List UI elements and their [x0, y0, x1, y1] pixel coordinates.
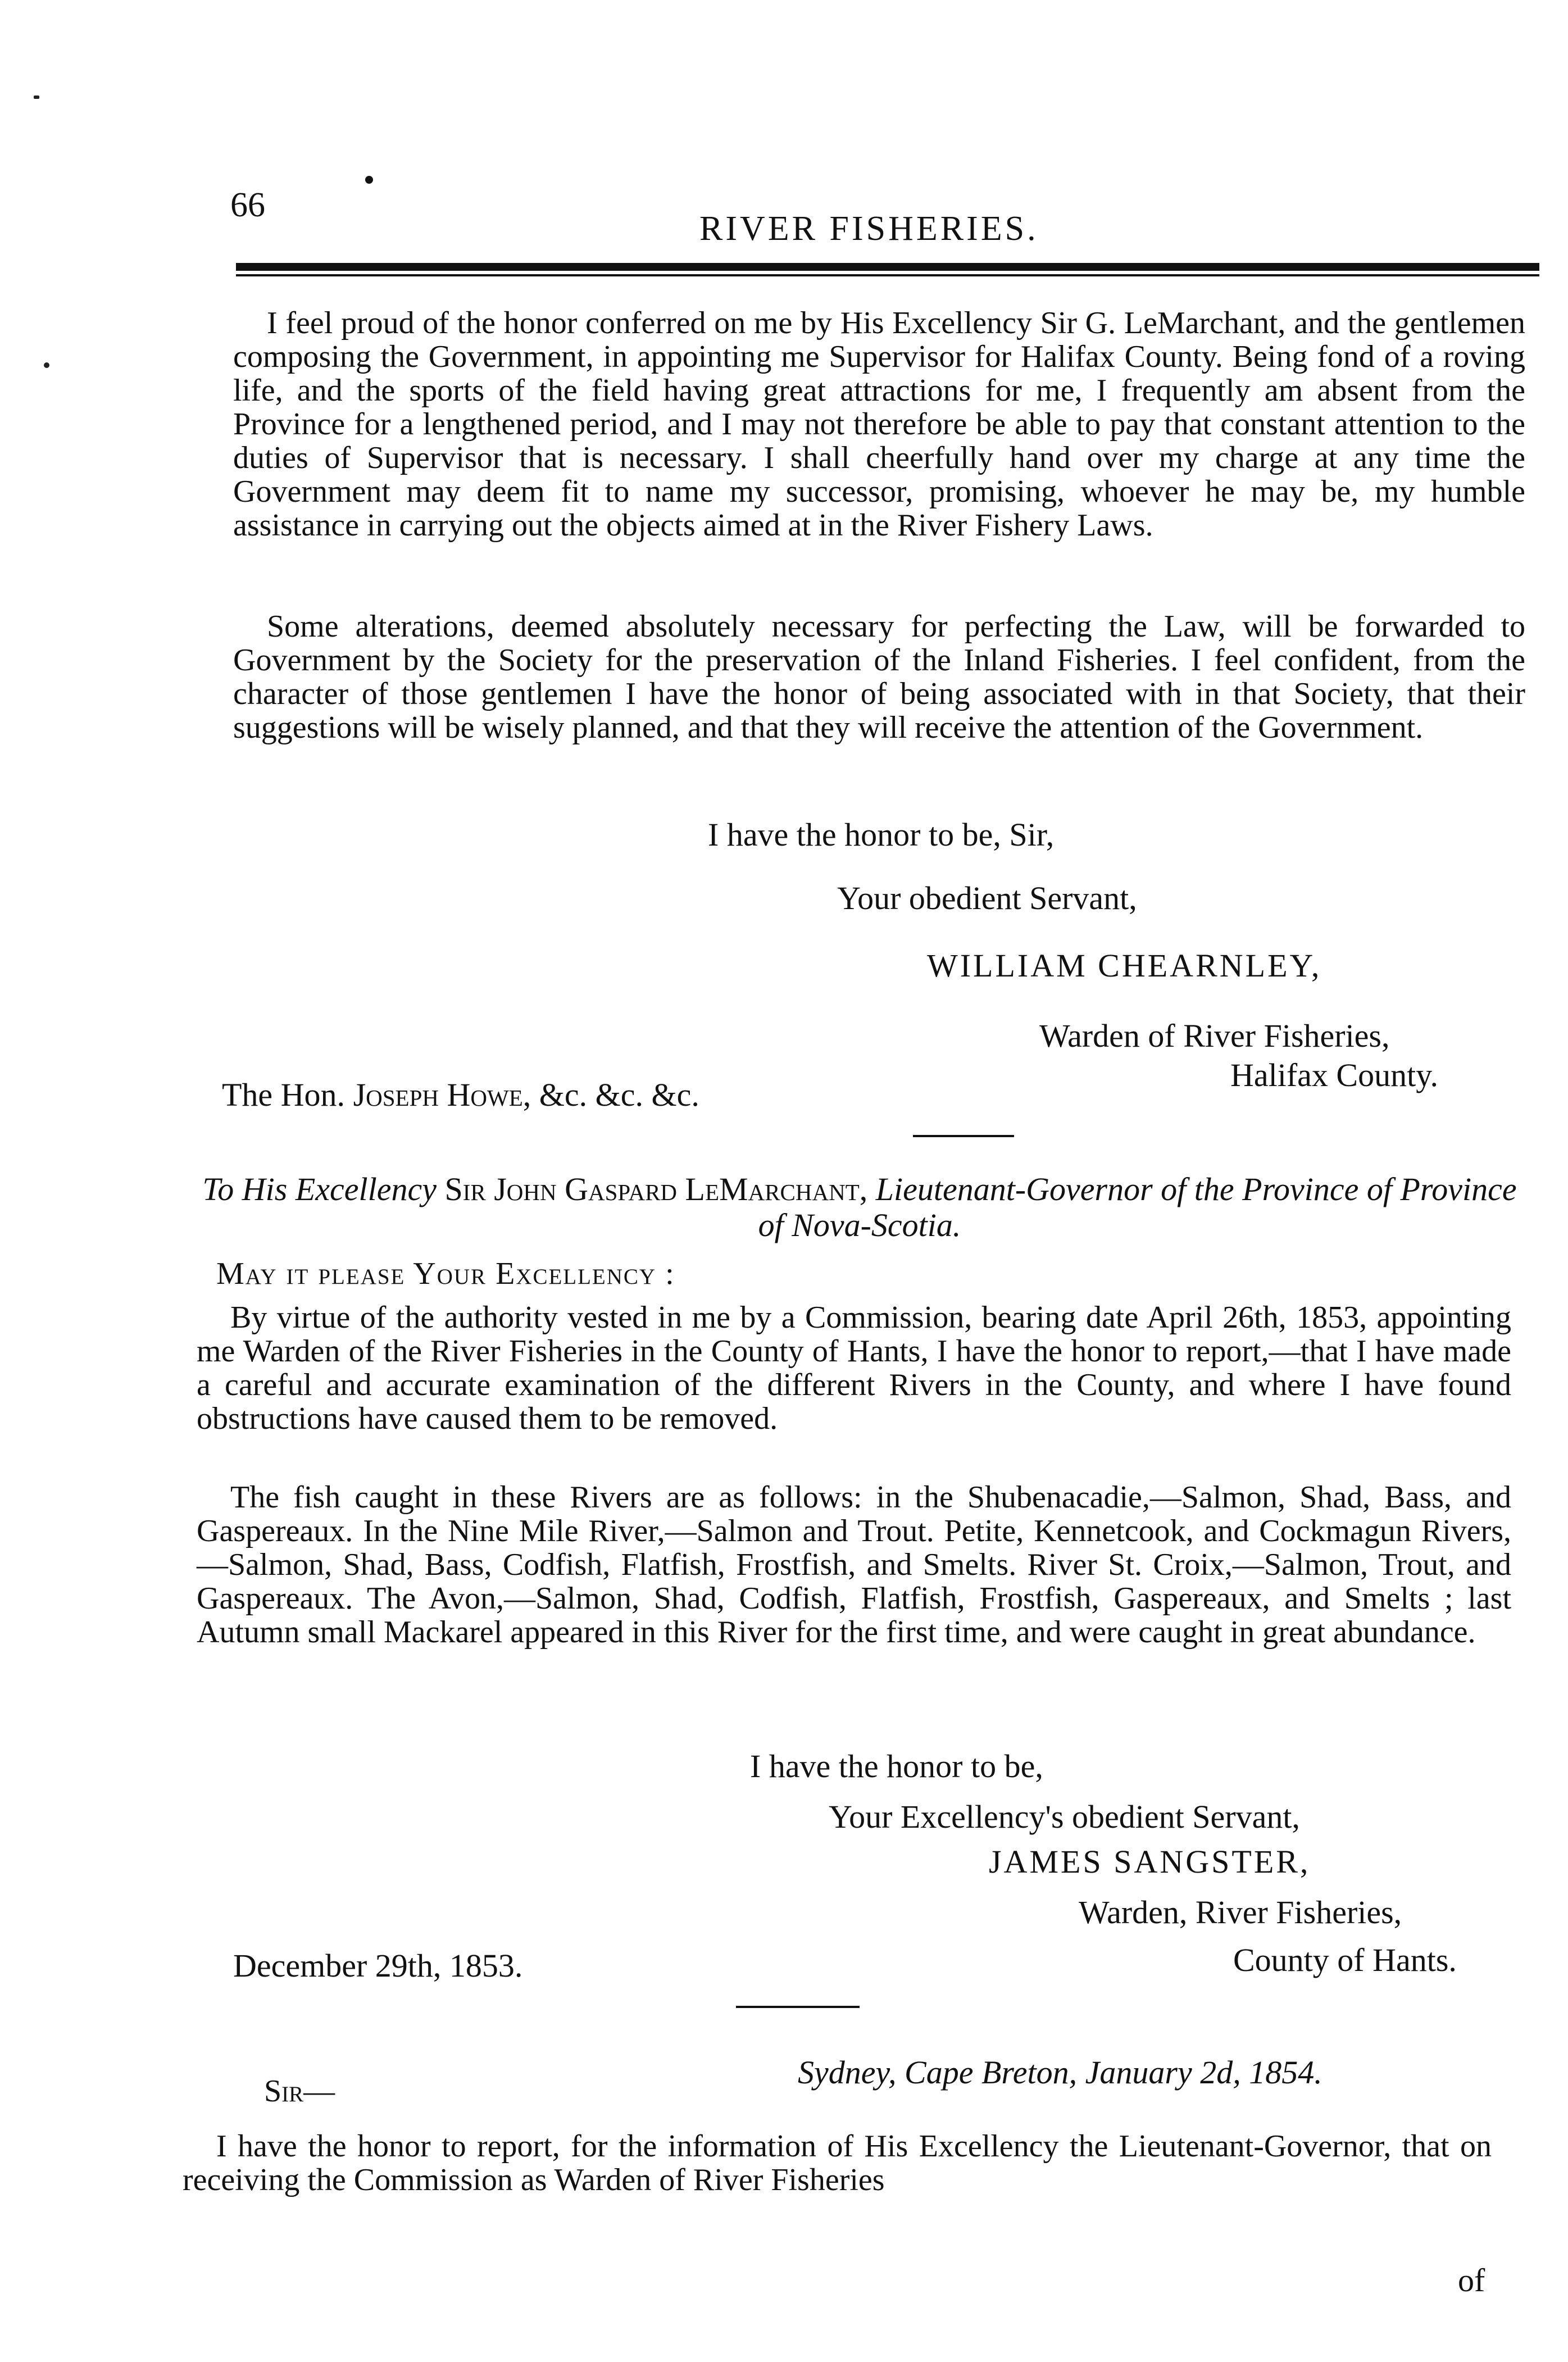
letter1-closing-line-1: I have the honor to be, Sir, — [708, 816, 1055, 853]
header-rule — [236, 263, 1539, 271]
addressee-suffix: &c. &c. &c. — [539, 1076, 699, 1113]
scan-speck — [34, 96, 39, 99]
page-number: 66 — [230, 186, 265, 224]
letter2-closing-line-1: I have the honor to be, — [750, 1748, 1043, 1784]
addressee-name: Joseph Howe, — [353, 1076, 531, 1113]
letter3-salutation: Sir— — [264, 2074, 335, 2109]
catchword: of — [1458, 2262, 1485, 2299]
header-rule-thin — [236, 274, 1539, 276]
scan-speck — [44, 362, 49, 368]
letter2-paragraph-2: The fish caught in these Rivers are as follows: in the Shubenacadie,—Salmon, Shad, Bass, and Gaspereaux. In the Nine Mile River,—Salmon and Trout. Petite, Kennetcook, and Cockmagun Rivers,—Salmon, Shad, Bass, Codfish, Flatfish, Frostfish, and Smelts. River St. Croix,—Salmon, Trout, and Gaspereaux. The Avon,—Salmon, Shad, Codfish, Flatfish, Frostfish, Gaspereaux, and Smelts ; last Autumn small Mackarel appeared in this River for the first time, and were caught in great abundance. — [197, 1480, 1511, 1650]
letter2-signature-name: JAMES SANGSTER, — [989, 1843, 1311, 1880]
letter1-paragraph-2: Some alterations, deemed absolutely necessary for perfecting the Law, will be forwarded to Government by the Society for the preservation of the Inland Fisheries. I feel confident, from the character of those gentlemen I have the honor of being associated with in that Society, that their suggestions will be wisely planned, and that they will receive the attention of the Government. — [233, 609, 1525, 745]
section-divider — [913, 1135, 1014, 1137]
letter2-salutation: May it please Your Excellency : — [216, 1256, 675, 1291]
letter1-addressee — [222, 1076, 699, 1114]
scan-speck — [365, 176, 373, 184]
letter3-paragraph-1: I have the honor to report, for the information of His Excellency the Lieutenant-Governor, that on receiving the Commission as Warden of River Fisheries — [183, 2129, 1492, 2197]
letter2-heading — [202, 1171, 1517, 1243]
section-divider — [736, 2006, 860, 2008]
letter2-signature-title-2: County of Hants. — [1233, 1942, 1457, 1978]
heading-part-2: Lieutenant-Governor of the Province of Province of Nova-Scotia. — [758, 1171, 1517, 1243]
letter1-closing-line-2: Your obedient Servant, — [837, 880, 1137, 916]
letter2-paragraph-1: By virtue of the authority vested in me by a Commission, bearing date April 26th, 1853, appointing me Warden of the River Fisheries in the County of Hants, I have the honor to report,—that I have made a careful and accurate examination of the different Rivers in the County, and where I have found obstructions have caused them to be removed. — [197, 1300, 1511, 1436]
heading-name: Sir John Gaspard LeMarchant, — [444, 1171, 868, 1207]
letter1-paragraph-1: I feel proud of the honor conferred on me by His Excellency Sir G. LeMarchant, and the gentlemen composing the Government, in appointing me Supervisor for Halifax County. Being fond of a roving life, and the sports of the field having great attractions for me, I frequently am absent from the Province for a lengthened period, and I may not therefore be able to pay that constant attention to the duties of Supervisor that is necessary. I shall cheerfully hand over my charge at any time the Government may deem fit to name my successor, promising, whoever he may be, my humble assistance in carrying out the objects aimed at in the River Fishery Laws. — [233, 306, 1525, 543]
letter2-date: December 29th, 1853. — [233, 1947, 523, 1984]
letter1-signature-name: WILLIAM CHEARNLEY, — [927, 947, 1322, 984]
letter1-signature-title-1: Warden of River Fisheries, — [1039, 1018, 1390, 1054]
heading-part-1: To His Excellency — [202, 1171, 437, 1207]
letter1-signature-title-2: Halifax County. — [1230, 1057, 1438, 1093]
running-head: RIVER FISHERIES. — [699, 210, 1039, 248]
letter2-signature-title-1: Warden, River Fisheries, — [1079, 1894, 1402, 1931]
addressee-prefix: The Hon. — [222, 1076, 346, 1113]
letter3-dateline: Sydney, Cape Breton, January 2d, 1854. — [798, 2054, 1322, 2091]
letter2-closing-line-2: Your Excellency's obedient Servant, — [829, 1798, 1300, 1835]
